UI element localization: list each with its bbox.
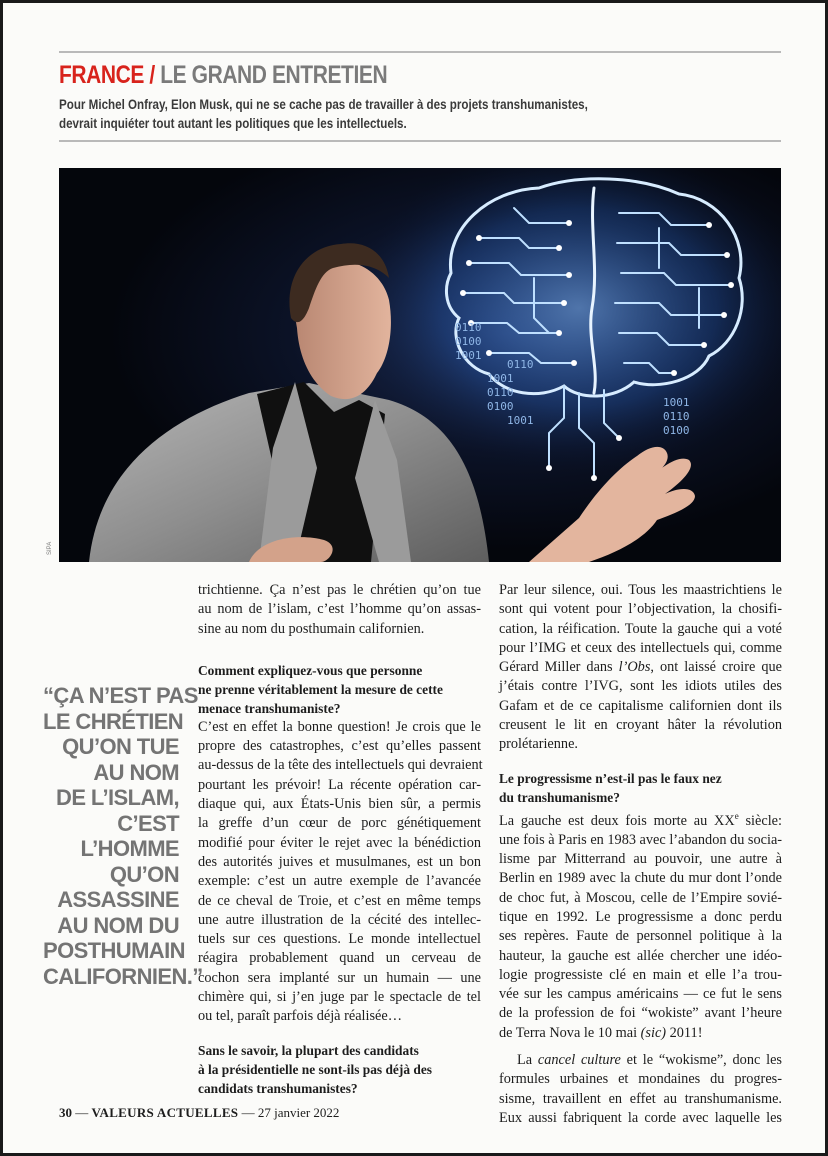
top-rule — [59, 51, 781, 53]
section-heading — [59, 61, 387, 90]
text-fragment: et le “wokisme”, donc les — [620, 1052, 782, 1068]
text-line: Gafam et de ce capitalisme californien dont ils — [499, 697, 782, 714]
binary-text: 0110 — [455, 321, 482, 334]
page-number: 30 — [59, 1105, 72, 1120]
pull-quote-line: L’HOMME — [80, 836, 179, 861]
text-line — [499, 1051, 782, 1070]
italic-fragment: l’Obs — [618, 659, 651, 676]
text-line — [499, 807, 782, 831]
text-line: sisme, travaillent en effet au transhumanisme. — [499, 1090, 782, 1107]
text-line: pourtant les prévoir! La récente opération car- — [198, 776, 481, 793]
text-line: logie progressiste clé en main et elle l’a trou- — [499, 966, 782, 983]
text-line: réagira probablement quand un cerveau de — [198, 950, 481, 967]
pull-quote-line: C’EST — [117, 810, 179, 836]
text-line: Berlin en 1989 avec la chute du mur dont l’onde — [499, 870, 782, 887]
text-line: cochon sera implanté sur un humain — une — [198, 969, 481, 986]
text-line: C’est en effet la bonne question! Je crois que le — [198, 718, 481, 735]
magazine-page — [3, 3, 825, 1153]
text-line: Par leur silence, oui. Tous les maastrichtiens le — [499, 582, 782, 598]
italic-fragment: (sic) — [640, 1024, 667, 1041]
article-deck — [59, 95, 588, 133]
text-line: ou tel, paraît parfois déjà réalisée… — [198, 1008, 403, 1025]
pull-quote-line: QU’ON — [109, 861, 179, 887]
text-line: cation, la réification. Toute la gauche qui a voté — [499, 620, 782, 637]
page-footer — [59, 1105, 339, 1121]
text-line: tique en 1992. Le progressisme a donc perdu — [499, 908, 782, 925]
binary-text: 0110 — [507, 358, 534, 371]
text-line: Eux aussi fabriquent la corde avec laquelle les — [499, 1109, 782, 1126]
pull-quote-line: DE L’ISLAM, — [56, 785, 179, 810]
text-line: exemple: c’est un autre exemple de l’avancée — [198, 873, 481, 890]
text-line: vée sur les campus américains — ce fut le sens — [499, 986, 782, 1003]
text-fragment: 2011! — [666, 1024, 703, 1041]
text-line: formules urbaines et mondaines du progres- — [499, 1071, 782, 1088]
text-column-2 — [499, 581, 782, 1128]
pull-quote-line: POSTHUMAIN — [43, 938, 185, 963]
question-line: Comment expliquez-vous que personne — [198, 662, 423, 678]
pull-quote-line: LE CHRÉTIEN — [43, 708, 184, 734]
interview-question — [499, 769, 782, 807]
pull-quote — [43, 683, 203, 989]
text-fragment: La gauche est deux fois morte au XX — [499, 812, 735, 829]
text-line: chimère qui, si j’en juge par le spectacle de tel — [198, 989, 481, 1006]
text-line — [499, 1024, 782, 1043]
text-line: j’étais contre l’IVG, sont les idiots utiles des — [499, 678, 782, 695]
deck-rule — [59, 140, 781, 142]
magazine-name: VALEURS ACTUELLES — [91, 1105, 239, 1120]
question-line: candidats transhumanistes? — [198, 1080, 358, 1096]
binary-text: 0100 — [487, 400, 514, 413]
text-fragment: de Terra Nova le 10 mai — [499, 1024, 641, 1041]
binary-text: 0110 — [487, 386, 514, 399]
text-line: diaque qui, aux États-Unis bien sûr, a permis — [198, 796, 481, 813]
pull-quote-line: AU NOM — [93, 759, 179, 785]
text-fragment: Gérard Miller dans — [499, 659, 619, 676]
question-line: ne prenne véritablement la mesure de cette — [198, 681, 443, 697]
text-line: trichtienne. Ça n’est pas le chrétien qu’on tue — [198, 582, 481, 598]
text-fragment: La — [517, 1052, 538, 1068]
text-line: de ce cheval de Troie, et c’est en même temps — [198, 892, 481, 909]
question-line: menace transhumaniste? — [198, 700, 341, 716]
text-line — [499, 658, 782, 677]
text-line: une autre illustration de la cécité des intellec- — [198, 911, 481, 928]
binary-text: 0100 — [455, 335, 482, 348]
text-fragment: , ont laissé croire que — [650, 659, 782, 676]
answer-paragraph — [499, 581, 782, 755]
binary-text: 1001 — [455, 349, 482, 362]
footer-dash: — — [241, 1105, 255, 1120]
pull-quote-line: “ÇA N’EST PAS — [43, 683, 198, 708]
superscript: e — [734, 810, 739, 821]
answer-paragraph — [198, 581, 481, 639]
text-fragment: siècle: — [738, 812, 782, 829]
pull-quote-line: AU NOM DU — [57, 912, 179, 938]
section-slash: / — [149, 61, 155, 89]
interview-question — [198, 1041, 481, 1098]
photo-credit: SIPA — [47, 541, 53, 555]
text-line: de choc fut, à Moscou, celle de l’Empire sovié- — [499, 889, 782, 906]
text-line: de la profession de foi “wokiste” avant l’heure — [499, 1005, 782, 1022]
deck-line: Pour Michel Onfray, Elon Musk, qui ne se cache pas de travailler à des projets transhumanistes, — [59, 97, 588, 112]
footer-dash: — — [75, 1105, 89, 1120]
section-rubric: LE GRAND ENTRETIEN — [160, 61, 388, 89]
question-line: Le progressisme n’est-il pas le faux nez — [499, 770, 722, 786]
text-line: prolétarienne. — [499, 736, 578, 753]
text-line: lisme par Mitterrand au pouvoir, une autre à — [499, 851, 782, 868]
text-line: une fois à Paris en 1983 avec l’abandon du socia- — [499, 831, 783, 848]
binary-text: 0110 — [663, 410, 690, 423]
text-line: creusent le lit en croyant hâter la révolution — [499, 717, 782, 734]
issue-date: 27 janvier 2022 — [257, 1105, 340, 1120]
hero-photo — [59, 168, 781, 562]
text-line: propre des catastrophes, c’est qu’elles passent — [198, 738, 481, 755]
interview-question — [198, 661, 481, 718]
question-line: à la présidentielle ne sont-ils pas déjà des — [198, 1061, 432, 1077]
pull-quote-line: QU’ON TUE — [62, 734, 179, 759]
italic-fragment: cancel culture — [537, 1052, 621, 1068]
binary-text: 0100 — [663, 424, 690, 437]
deck-line: devrait inquiéter tout autant les politiques que les intellectuels. — [59, 116, 407, 131]
text-line: modifié pour éviter le rejet avec la bénédiction — [198, 834, 481, 851]
text-line: au nom de l’islam, c’est l’homme qu’on assas- — [198, 601, 481, 618]
binary-text: 1001 — [663, 396, 690, 409]
text-line: pour l’IMG et ceux des intellectuels qui, comme — [499, 639, 782, 656]
text-line: tuels sur ces questions. Le monde intellectuel — [198, 931, 481, 948]
question-line: du transhumanisme? — [499, 789, 620, 805]
text-line: au-dessus de la tête des intellectuels qui devraient — [198, 757, 483, 774]
binary-text: 1001 — [507, 414, 534, 427]
text-line: sine au nom du posthumain californien. — [198, 620, 425, 637]
answer-paragraph — [499, 807, 782, 1043]
text-line: la greffe d’un cœur de porc génétiquement — [198, 815, 481, 832]
pull-quote-line: CALIFORNIEN.” — [43, 963, 203, 989]
text-line: ses repères. Faute de personnel politique à la — [499, 928, 782, 945]
text-column-1 — [198, 581, 481, 1098]
section-country: FRANCE — [59, 61, 144, 89]
text-line: des autorités juives et musulmanes, est un bon — [198, 853, 481, 870]
answer-paragraph — [198, 718, 481, 1027]
binary-text: 1001 — [487, 372, 514, 385]
text-line: sont qui votent pour l’objectivation, la chosifi- — [499, 601, 782, 618]
answer-paragraph — [499, 1051, 782, 1128]
text-line: hauteur, la gauche est allée chercher une idéo- — [499, 947, 782, 964]
question-line: Sans le savoir, la plupart des candidats — [198, 1042, 419, 1058]
pull-quote-line: ASSASSINE — [57, 887, 179, 912]
